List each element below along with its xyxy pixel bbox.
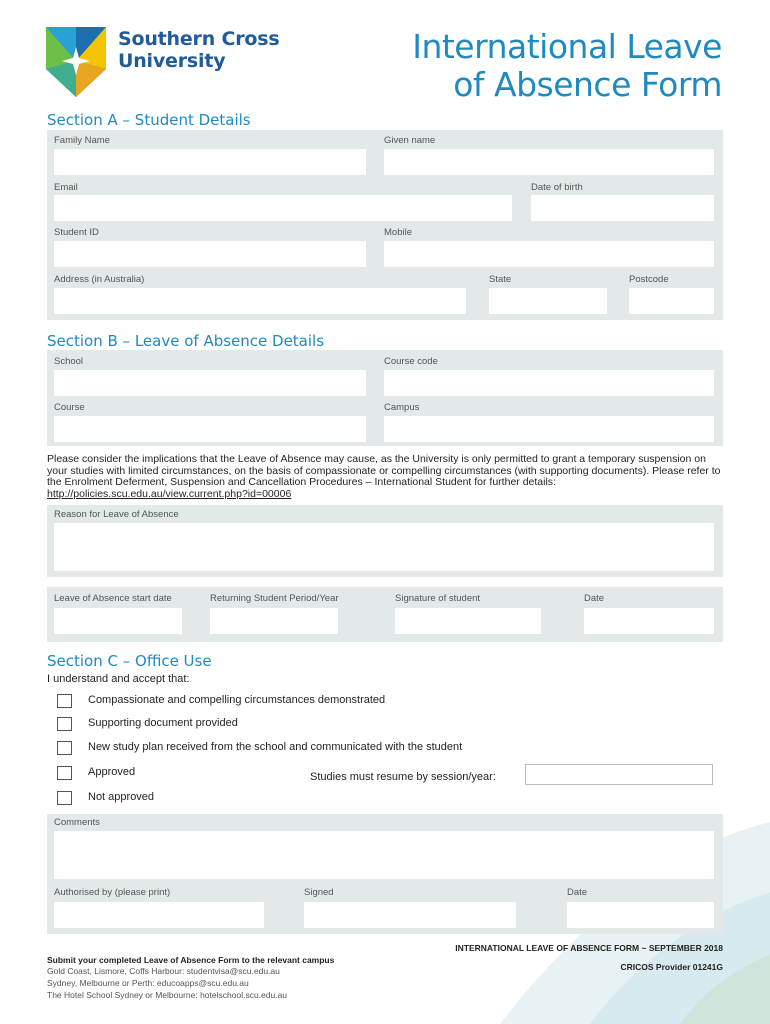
authorised-label: Authorised by (please print) xyxy=(54,887,171,898)
section-c-title: Section C – Office Use xyxy=(47,652,212,670)
postcode-field[interactable] xyxy=(629,288,714,314)
signature-label: Signature of student xyxy=(395,593,481,604)
resume-field[interactable] xyxy=(525,764,713,785)
signed-field[interactable] xyxy=(304,902,516,928)
mobile-field[interactable] xyxy=(384,241,714,267)
date-label: Date xyxy=(584,593,605,604)
footer-contacts xyxy=(47,955,334,1001)
start-date-label: Leave of Absence start date xyxy=(54,593,172,604)
postcode-label: Postcode xyxy=(629,274,669,285)
address-field[interactable] xyxy=(54,288,466,314)
check-study-plan-label: New study plan received from the school and communicated with the student xyxy=(88,741,463,753)
course-code-field[interactable] xyxy=(384,370,714,396)
check-not-approved-label: Not approved xyxy=(88,791,155,803)
footer-line-2: Sydney, Melbourne or Perth: educoapps@scu.edu.au xyxy=(47,978,249,988)
state-field[interactable] xyxy=(489,288,607,314)
school-label: School xyxy=(54,356,84,367)
logo-line-2: University xyxy=(118,50,226,72)
comments-field[interactable] xyxy=(54,831,714,879)
leave-notice xyxy=(47,454,727,500)
given-name-field[interactable] xyxy=(384,149,714,175)
check-approved-label: Approved xyxy=(88,766,136,778)
resume-label: Studies must resume by session/year: xyxy=(310,771,496,783)
form-title-line-1: International Leave xyxy=(412,27,722,66)
start-date-field[interactable] xyxy=(54,608,182,634)
check-study-plan[interactable] xyxy=(57,741,72,755)
office-intro: I understand and accept that: xyxy=(47,673,190,685)
campus-label: Campus xyxy=(384,402,420,413)
logo-line-1: Southern Cross xyxy=(118,28,280,50)
footer-cricos: CRICOS Provider 01241G xyxy=(620,962,723,972)
footer-form-id: INTERNATIONAL LEAVE OF ABSENCE FORM ~ SEPTEMBER 2018 xyxy=(455,943,723,953)
leave-notice-text: Please consider the implications that the Leave of Absence may cause, as the University is only permitted to grant a temporary suspension on your studies with limited circumstances, on the basis of compassionate or compelling circumstances (with supporting documents). Please refer to the Enrolment Deferment, Suspension and Cancellation Procedures – International Student for further details: xyxy=(47,453,721,488)
given-name-label: Given name xyxy=(384,135,436,146)
office-date-label: Date xyxy=(567,887,588,898)
authorised-field[interactable] xyxy=(54,902,264,928)
email-label: Email xyxy=(54,182,78,193)
form-title xyxy=(412,28,722,104)
check-not-approved[interactable] xyxy=(57,791,72,805)
student-id-label: Student ID xyxy=(54,227,99,238)
course-label: Course xyxy=(54,402,85,413)
university-logo-icon xyxy=(42,23,110,99)
section-b-title: Section B – Leave of Absence Details xyxy=(47,332,325,350)
date-field[interactable] xyxy=(584,608,714,634)
comments-label: Comments xyxy=(54,817,100,828)
email-field[interactable] xyxy=(54,195,512,221)
signed-label: Signed xyxy=(304,887,334,898)
address-label: Address (in Australia) xyxy=(54,274,145,285)
check-approved[interactable] xyxy=(57,766,72,780)
mobile-label: Mobile xyxy=(384,227,412,238)
check-compassionate[interactable] xyxy=(57,694,72,708)
campus-field[interactable] xyxy=(384,416,714,442)
returning-field[interactable] xyxy=(210,608,338,634)
reason-label: Reason for Leave of Absence xyxy=(54,509,179,520)
section-a-title: Section A – Student Details xyxy=(47,111,251,129)
footer-line-3: The Hotel School Sydney or Melbourne: hotelschool.scu.edu.au xyxy=(47,990,288,1000)
family-name-label: Family Name xyxy=(54,135,110,146)
course-field[interactable] xyxy=(54,416,366,442)
university-name xyxy=(118,28,279,72)
reason-field[interactable] xyxy=(54,523,714,571)
office-date-field[interactable] xyxy=(567,902,714,928)
school-field[interactable] xyxy=(54,370,366,396)
signature-field[interactable] xyxy=(395,608,541,634)
check-compassionate-label: Compassionate and compelling circumstances demonstrated xyxy=(88,694,386,706)
state-label: State xyxy=(489,274,512,285)
course-code-label: Course code xyxy=(384,356,438,367)
student-id-field[interactable] xyxy=(54,241,366,267)
family-name-field[interactable] xyxy=(54,149,366,175)
returning-label: Returning Student Period/Year xyxy=(210,593,339,604)
policy-link[interactable]: http://policies.scu.edu.au/view.current.php?id=00006 xyxy=(47,487,292,500)
footer-submit: Submit your completed Leave of Absence Form to the relevant campus xyxy=(47,955,335,965)
dob-field[interactable] xyxy=(531,195,714,221)
footer-line-1: Gold Coast, Lismore, Coffs Harbour: studentvisa@scu.edu.au xyxy=(47,966,280,976)
dob-label: Date of birth xyxy=(531,182,583,193)
check-supporting-doc[interactable] xyxy=(57,717,72,731)
form-title-line-2: of Absence Form xyxy=(453,65,722,104)
check-supporting-doc-label: Supporting document provided xyxy=(88,717,238,729)
